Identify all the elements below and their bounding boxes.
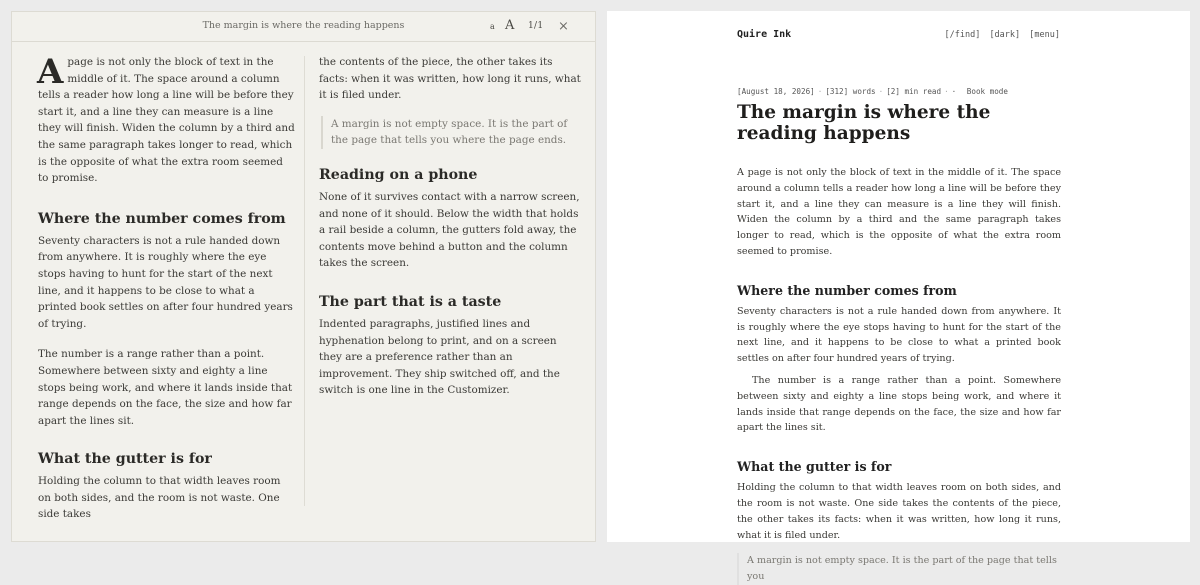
column-divider [304,56,305,506]
intro-text: page is not only the block of text in the middle of it. The space around a column tells a reader how long a line will be before they start it, and a line they can measure is a line they will finish. Widen the column by a third and the same paragraph takes longer to read, which is the opposite of what the extra room seemed to promise. [38,56,295,185]
article-title: The margin is where the reading happens [737,102,991,144]
find-link[interactable]: [/find] [944,30,981,40]
blockquote: A margin is not empty space. It is the part of the page that tells you where the page ends. [321,116,581,149]
meta-separator: · [951,87,957,96]
close-icon[interactable]: × [558,19,569,34]
section-heading: The part that is a taste [319,293,502,310]
paragraph: Indented paragraphs, justified lines and hyphenation belong to print, and on a screen they are a preference rather than an improvement. They ship switched off, and the switch is one line in the Customizer. [319,317,560,397]
paragraph: the contents of the piece, the other takes its facts: when it was written, how long it runs, what it is filed under. [319,56,581,102]
book-column-left [38,54,296,523]
drop-cap: A [37,52,64,92]
site-brand[interactable]: Quire Ink [737,29,792,40]
meta-date: [August 18, 2026] [737,87,815,96]
paragraph: Holding the column to that width leaves room on both sides, and the room is not waste. One side takes [38,475,281,521]
section-heading: Where the number comes from [737,282,957,298]
paragraph: A page is not only the block of text in the middle of it. The space around a column tells a reader how long a line will be before they start it, and a line they can measure is a line they will finish. Widen the column by a third and the same paragraph takes longer to read, which is the opposite of what the extra room seemed to promise. [737,167,1061,257]
section-heading: What the gutter is for [737,459,892,475]
paragraph: None of it survives contact with a narrow screen, and none of it should. Below the width that holds a rail beside a column, the gutters fold away, the contents move behind a button and the column takes the screen. [319,190,580,270]
book-mode-link[interactable]: Book mode [966,87,1008,96]
font-smaller-button[interactable]: a [490,22,495,31]
article-meta: [August 18, 2026] · [312] words · [2] min read · · Book mode [737,87,1008,96]
paragraph: Holding the column to that width leaves room on both sides, and the room is not waste. One side takes the contents of the piece, the other takes its facts: when it was written, how long it runs, what it is filed under. [737,482,1061,541]
section-heading: Where the number comes from [38,210,286,227]
dark-toggle-link[interactable]: [dark] [989,30,1021,40]
font-larger-button[interactable]: A [505,18,515,33]
book-mode-panel [11,11,596,542]
paragraph: Seventy characters is not a rule handed down from anywhere. It is roughly where the eye stops having to hunt for the start of the next line, and it happens to be close to what a printed book settles on after four hundred years of trying. [737,305,1061,365]
top-nav [940,30,1060,40]
meta-read-time: [2] min read [886,87,942,96]
blockquote: A margin is not empty space. It is the part of the page that tells you [737,553,1061,585]
book-column-right [319,54,581,399]
book-title: The margin is where the reading happens [202,20,405,31]
paragraph: The number is a range rather than a point. Somewhere between sixty and eighty a line stops being work, and where it lands inside that range depends on the face, the size and how far apart the lines sit. [38,348,293,427]
article-body [737,165,1061,585]
section-heading: Reading on a phone [319,166,478,183]
meta-words: [312] words [825,87,876,96]
intro-paragraph [38,54,296,187]
section-heading: What the gutter is for [38,451,212,468]
menu-link[interactable]: [menu] [1029,30,1060,40]
paragraph: The number is a range rather than a point. Somewhere between sixty and eighty a line stops being work, and where it lands inside that range depends on the face, the size and how far apart the lines sit. [737,374,1061,434]
book-toolbar [12,12,595,42]
page-indicator: 1/1 [528,21,544,31]
paragraph: Seventy characters is not a rule handed down from anywhere. It is roughly where the eye stops having to hunt for the start of the next line, and it happens to be close to what a printed book settles on after four hundred years of trying. [38,234,293,330]
web-article-panel [607,11,1190,583]
